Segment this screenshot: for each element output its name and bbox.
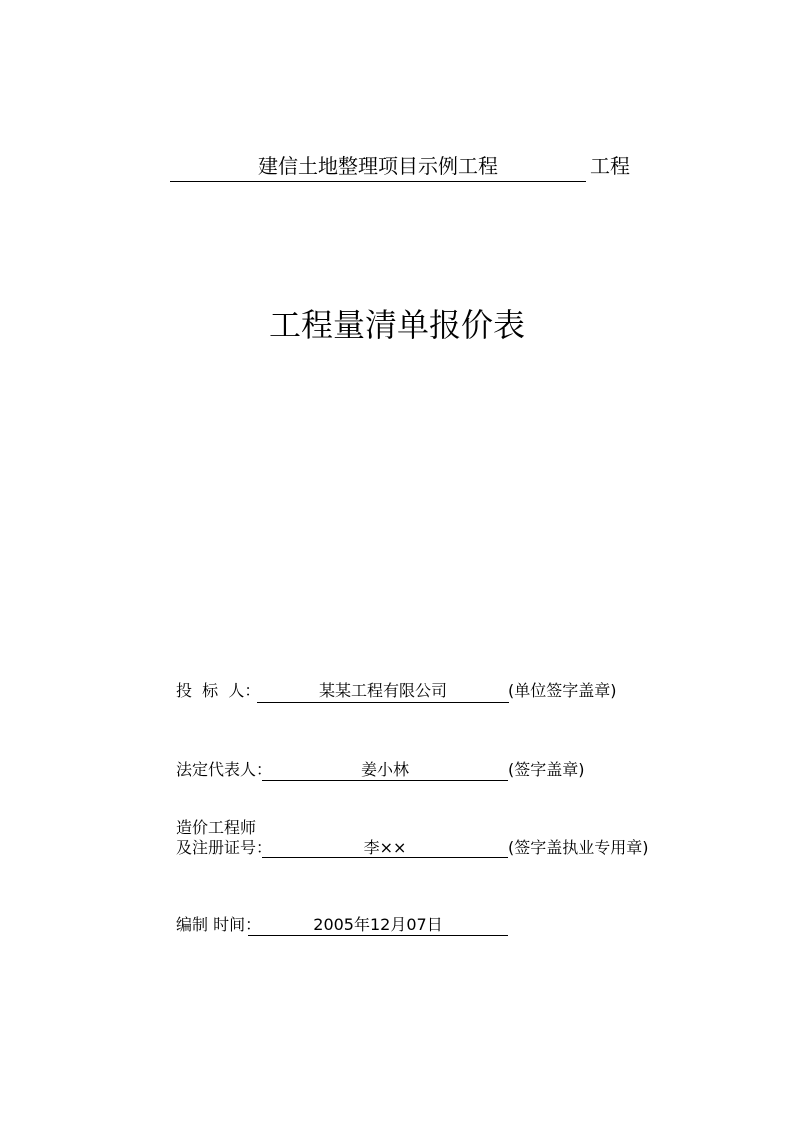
bidder-value: 某某工程有限公司 [318,681,447,700]
bidder-underline [257,702,509,703]
legal-rep-underline [262,780,508,781]
legal-rep-note: (签字盖章) [508,760,585,779]
cost-engineer-label-line1: 造价工程师 [176,818,257,837]
project-name-underline [170,181,586,182]
date-value: 2005年12月07日 [313,915,443,934]
bidder-label: 投 标 人： [176,681,261,700]
document-title: 工程量清单报价表 [268,306,525,344]
cost-engineer-value: 李×× [363,838,407,857]
cost-engineer-label-line2: 及注册证号： [176,838,273,857]
date-underline [248,935,508,936]
cost-engineer-underline [262,857,508,858]
project-suffix: 工程 [590,154,630,178]
legal-rep-value: 姜小林 [360,760,409,779]
legal-rep-label: 法定代表人： [176,760,273,779]
cost-engineer-note: (签字盖执业专用章) [508,838,649,857]
bidder-note: (单位签字盖章) [508,681,617,700]
project-name: 建信土地整理项目示例工程 [258,154,498,178]
date-label: 编制 时间： [176,915,262,934]
